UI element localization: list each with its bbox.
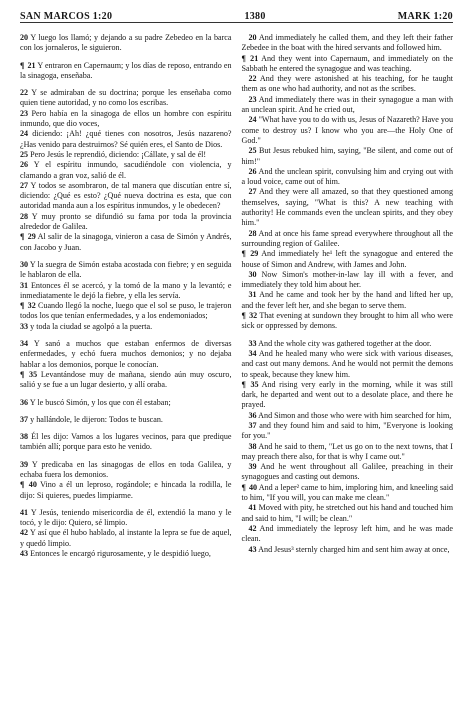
verse-text: And a leper² came to him, imploring him, and kneeling said to him, "If you will, you can make me clean." <box>241 482 453 503</box>
verse-text: y toda la ciudad se agolpó a la puerta. <box>30 321 153 331</box>
spanish-verse-29 <box>20 232 232 253</box>
verse-number: 21 <box>27 60 36 70</box>
verse-number: 37 <box>20 414 29 424</box>
verse-text: And immediately the leprosy left him, and he was made clean. <box>241 523 453 544</box>
english-verse-20 <box>242 33 454 54</box>
verse-number: 23 <box>248 94 257 104</box>
verse-text: And he said to them, "Let us go on to the next towns, that I may preach there also, for that is why I came out." <box>241 441 454 461</box>
verse-number: 42 <box>20 528 29 538</box>
verse-number: 22 <box>248 74 257 84</box>
verse-number: 27 <box>20 180 29 190</box>
spanish-verse-33 <box>20 322 232 332</box>
verse-number: 26 <box>248 166 257 176</box>
verse-number: 31 <box>248 290 257 300</box>
english-verse-21 <box>242 54 454 75</box>
verse-number: 24 <box>20 129 29 139</box>
verse-number: 34 <box>20 339 29 349</box>
verse-text: Y predicaba en las sinagogas de ellos en toda Galilea, y echaba fuera los demonios. <box>20 459 232 479</box>
columns <box>20 33 453 559</box>
spanish-verse-30 <box>20 260 232 281</box>
verse-number: 37 <box>248 420 257 430</box>
verse-number: 38 <box>248 441 257 451</box>
paragraph-mark: ¶ <box>241 53 246 63</box>
verse-text: Moved with pity, he stretched out his hand and touched him and said to him, "I will; be clean." <box>241 503 453 523</box>
english-column <box>242 33 454 559</box>
verse-text: Y muy pronto se difundió su fama por toda la provincia alrededor de Galilea. <box>20 211 232 232</box>
spanish-column <box>20 33 232 559</box>
verse-text: And rising very early in the morning, while it was still dark, he departed and went out to a desolate place, and there he prayed. <box>241 379 454 410</box>
verse-text: Y el espíritu inmundo, sacudiéndole con violencia, y clamando a gran voz, salió de él. <box>20 160 232 180</box>
spanish-verse-41 <box>20 508 232 529</box>
verse-text: And immediately there was in their synagogue a man with an unclean spirit. And he cried out, <box>241 94 453 115</box>
spanish-verse-26 <box>20 160 232 181</box>
spanish-verse-35 <box>20 370 232 391</box>
verse-number: 40 <box>248 482 258 492</box>
verse-number: 20 <box>248 33 257 42</box>
english-verse-40 <box>242 483 454 504</box>
spanish-verse-23 <box>20 109 232 130</box>
verse-number: 28 <box>248 228 257 238</box>
verse-text: Y le buscó Simón, y los que con él estaban; <box>29 397 171 407</box>
verse-text: Entonces le encargó rigurosamente, y le despidió luego, <box>30 549 211 559</box>
verse-text: Y Jesús, teniendo misericordia de él, extendió la mano y le tocó, y le dijo: Quiero, sé limpio. <box>20 507 232 528</box>
verse-number: 39 <box>248 462 257 472</box>
verse-text: Vino a él un leproso, rogándole; e hincada la rodilla, le dijo: Si quieres, puedes limpiarme. <box>20 480 232 500</box>
verse-number: 28 <box>20 211 29 221</box>
paragraph-mark: ¶ <box>20 369 25 379</box>
english-verse-36 <box>242 411 454 421</box>
verse-number: 26 <box>20 160 29 170</box>
verse-text: Cuando llegó la noche, luego que el sol se puso, le trajeron todos los que tenían enfermedades, y a los endemoniados; <box>20 301 232 321</box>
verse-number: 30 <box>20 259 29 269</box>
verse-number: 32 <box>249 311 258 321</box>
verse-number: 36 <box>248 410 257 420</box>
english-verse-35 <box>242 380 454 411</box>
spanish-verse-27 <box>20 181 232 212</box>
spanish-verse-34 <box>20 339 232 370</box>
paragraph-mark: ¶ <box>20 301 25 311</box>
verse-text: And at once his fame spread everywhere throughout all the surrounding region of Galilee. <box>241 228 453 248</box>
verse-text: Y luego los llamó; y dejando a su padre Zebedeo en la barca con los jornaleros, le siguieron. <box>20 33 232 53</box>
verse-text: Y todos se asombraron, de tal manera que discutían entre sí, diciendo: ¿Qué es esto? ¿Qué nueva doctrina es esta, que con autoridad manda aun a los espíritus inmundos, y le obedecen? <box>20 180 232 211</box>
verse-text: But Jesus rebuked him, saying, "Be silent, and come out of him!" <box>241 146 453 166</box>
verse-number: 27 <box>248 187 257 197</box>
paragraph-mark: ¶ <box>241 482 246 492</box>
verse-number: 42 <box>248 523 257 533</box>
verse-text: Y entraron en Capernaum; y los días de reposo, entrando en la sinagoga, enseñaba. <box>20 60 232 80</box>
verse-number: 33 <box>248 338 257 348</box>
english-verse-43 <box>242 545 454 555</box>
english-verse-39 <box>242 462 454 483</box>
english-verse-31 <box>242 290 454 311</box>
verse-text: Él les dijo: Vamos a los lugares vecinos, para que predique también allí; porque para esto he venido. <box>20 432 232 452</box>
spanish-verse-40 <box>20 480 232 501</box>
english-verse-33 <box>242 339 454 349</box>
verse-number: 23 <box>20 108 29 118</box>
verse-text: Now Simon's mother-in-law lay ill with a fever, and immediately they told him about her. <box>241 269 453 290</box>
english-verse-41 <box>242 503 454 524</box>
verse-text: Entonces él se acercó, y la tomó de la mano y la levantó; e inmediatamente le dejó la fiebre, y ella les servía. <box>20 280 232 300</box>
verse-text: And they were all amazed, so that they questioned among themselves, saying, "What is this? A new teaching with authority! He commands even the unclean spirits, and they obey him." <box>241 187 453 228</box>
paragraph-mark: ¶ <box>241 249 246 259</box>
paragraph-mark: ¶ <box>241 379 246 389</box>
spanish-verse-31 <box>20 281 232 302</box>
verse-number: 35 <box>29 369 38 379</box>
spanish-verse-25 <box>20 150 232 160</box>
verse-text: And they went into Capernaum, and immediately on the Sabbath he entered the synagogue and was teaching. <box>241 53 453 73</box>
verse-text: And he healed many who were sick with various diseases, and cast out many demons. And he would not permit the demons to speak, because they knew him. <box>241 348 454 379</box>
english-verse-32 <box>242 311 454 332</box>
paragraph-mark: ¶ <box>20 232 25 242</box>
verse-text: Y se admiraban de su doctrina; porque les enseñaba como quien tiene autoridad, y no como los escribas. <box>20 88 232 108</box>
english-verse-26 <box>242 167 454 188</box>
english-verse-28 <box>242 229 454 250</box>
spanish-verse-32 <box>20 301 232 322</box>
verse-number: 25 <box>20 149 29 159</box>
page-number: 1380 <box>244 11 266 22</box>
verse-number: 33 <box>20 321 29 331</box>
verse-number: 36 <box>20 397 29 407</box>
verse-text: Al salir de la sinagoga, vinieron a casa de Simón y Andrés, con Jacobo y Juan. <box>20 232 232 252</box>
verse-number: 34 <box>248 348 257 358</box>
verse-text: And he came and took her by the hand and lifted her up, and the fever left her, and she began to serve them. <box>241 290 453 310</box>
spanish-verse-28 <box>20 212 232 233</box>
verse-text: And Simon and those who were with him searched for him, <box>258 410 452 420</box>
verse-number: 38 <box>20 432 29 442</box>
verse-number: 32 <box>27 301 36 311</box>
english-verse-42 <box>242 524 454 545</box>
verse-number: 40 <box>28 480 37 490</box>
verse-number: 21 <box>250 53 259 63</box>
verse-number: 29 <box>27 232 36 242</box>
english-verse-22 <box>242 74 454 95</box>
verse-text: "What have you to do with us, Jesus of Nazareth? Have you come to destroy us? I know who you are—the Holy One of God." <box>241 115 453 145</box>
paragraph-mark: ¶ <box>20 60 25 70</box>
spanish-verse-20 <box>20 33 232 54</box>
english-verse-27 <box>242 187 454 228</box>
verse-text: Y la suegra de Simón estaba acostada con fiebre; y en seguida le hablaron de ella. <box>20 259 232 280</box>
verse-text: And immediately he called them, and they left their father Zebedee in the boat with the hired servants and followed him. <box>241 33 454 53</box>
spanish-verse-21 <box>20 61 232 82</box>
verse-text: And Jesus³ sternly charged him and sent him away at once, <box>258 544 450 554</box>
verse-number: 20 <box>20 33 29 42</box>
verse-text: And he went throughout all Galilee, preaching in their synagogues and casting out demons. <box>241 462 454 482</box>
verse-text: Y sanó a muchos que estaban enfermos de diversas enfermedades, y echó fuera muchos demonios; y no dejaba hablar a los demonios, porque le conocían. <box>20 339 232 369</box>
verse-text: Levantándose muy de mañana, siendo aún muy oscuro, salió y se fue a un lugar desierto, y allí oraba. <box>20 369 232 390</box>
verse-text: And the unclean spirit, convulsing him and crying out with a loud voice, came out of him. <box>241 166 453 187</box>
spanish-verse-38 <box>20 432 232 453</box>
verse-text: And they were astonished at his teaching, for he taught them as one who had authority, and not as the scribes. <box>241 74 454 94</box>
english-verse-29 <box>242 249 454 270</box>
verse-number: 39 <box>20 459 29 469</box>
spanish-verse-22 <box>20 88 232 109</box>
page-header <box>20 0 453 23</box>
paragraph-mark: ¶ <box>20 480 25 490</box>
spanish-verse-36 <box>20 398 232 408</box>
verse-text: and they found him and said to him, "Everyone is looking for you." <box>241 420 453 441</box>
verse-number: 43 <box>20 549 29 559</box>
spanish-verse-43 <box>20 549 232 559</box>
verse-text: Pero había en la sinagoga de ellos un hombre con espíritu inmundo, que dio voces, <box>20 108 232 129</box>
verse-number: 31 <box>20 280 29 290</box>
english-verse-24 <box>242 115 454 146</box>
verse-number: 43 <box>248 544 257 554</box>
verse-text: And the whole city was gathered together at the door. <box>258 338 432 348</box>
english-verse-30 <box>242 270 454 291</box>
spanish-verse-24 <box>20 129 232 150</box>
verse-text: That evening at sundown they brought to him all who were sick or oppressed by demons. <box>241 311 453 331</box>
verse-number: 30 <box>248 269 257 279</box>
english-verse-38 <box>242 442 454 463</box>
paragraph-mark: ¶ <box>241 311 246 321</box>
spanish-verse-42 <box>20 528 232 549</box>
verse-number: 35 <box>250 379 259 389</box>
verse-number: 29 <box>250 249 259 259</box>
verse-text: And immediately he¹ left the synagogue and entered the house of Simon and Andrew, with James and John. <box>241 249 454 269</box>
header-left: SAN MARCOS 1:20 <box>20 11 113 22</box>
verse-number: 41 <box>20 507 29 517</box>
english-verse-34 <box>242 349 454 380</box>
verse-text: Y así que él hubo hablado, al instante la lepra se fue de aquel, y quedó limpio. <box>20 528 232 548</box>
verse-number: 25 <box>248 146 257 156</box>
verse-text: diciendo: ¡Ah! ¿qué tienes con nosotros, Jesús nazareno? ¿Has venido para destruirnos? Sé quién eres, el Santo de Dios. <box>20 129 232 149</box>
verse-number: 41 <box>248 503 257 513</box>
spanish-verse-37 <box>20 415 232 425</box>
english-verse-37 <box>242 421 454 442</box>
verse-number: 22 <box>20 88 29 98</box>
header-right: MARK 1:20 <box>397 11 453 22</box>
verse-text: Pero Jesús le reprendió, diciendo: ¡Cállate, y sal de él! <box>30 149 207 159</box>
spanish-verse-39 <box>20 460 232 481</box>
english-verse-23 <box>242 95 454 116</box>
verse-text: y hallándole, le dijeron: Todos te buscan. <box>30 414 163 424</box>
verse-number: 24 <box>248 115 257 125</box>
english-verse-25 <box>242 146 454 167</box>
